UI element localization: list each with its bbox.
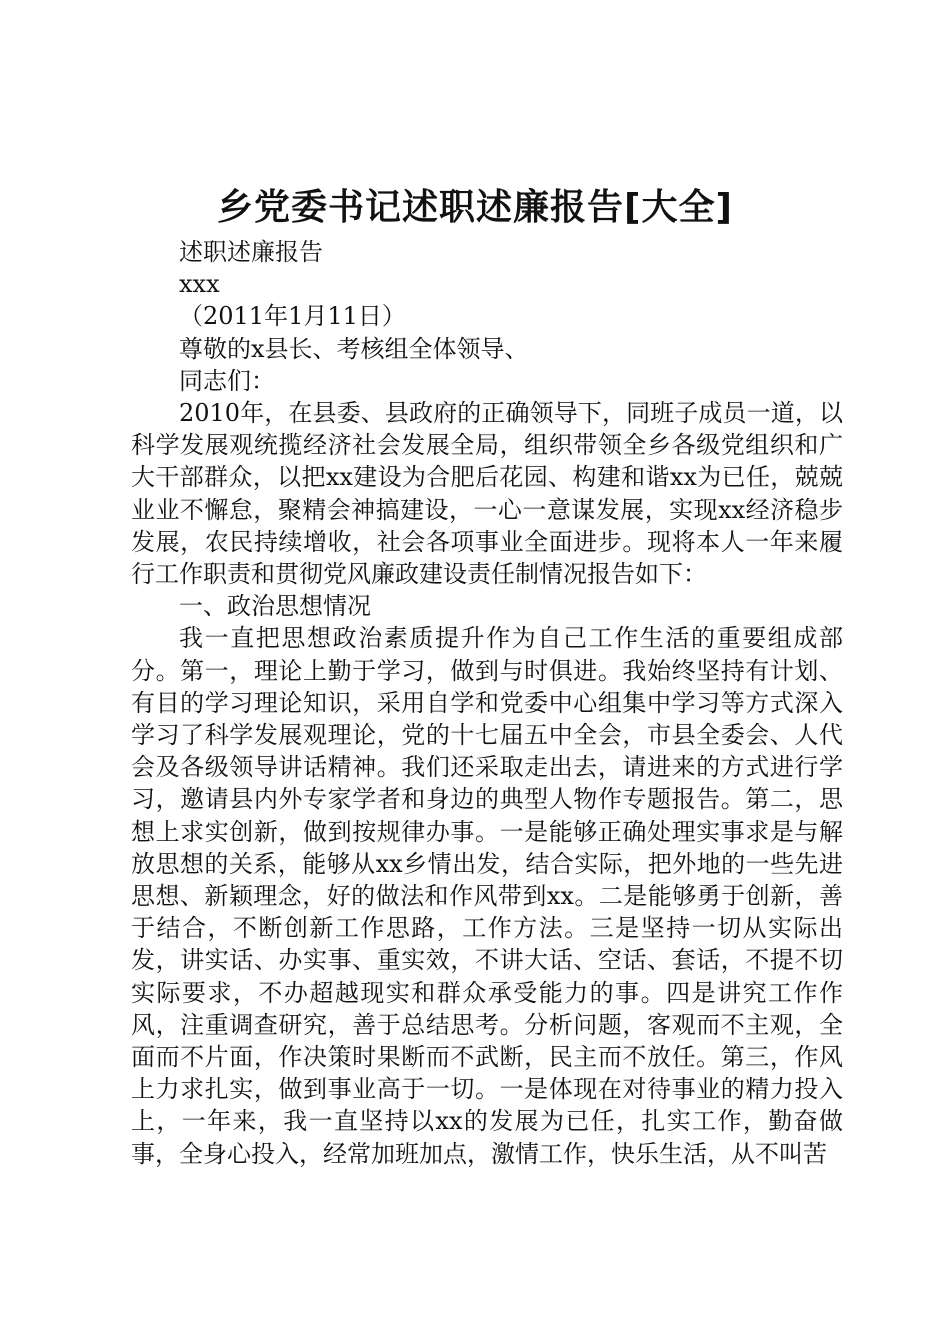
document-body (131, 236, 843, 1170)
intro-paragraph: 2010年，在县委、县政府的正确领导下，同班子成员一道，以科学发展观统揽经济社会发展全局，组织带领全乡各级党组织和广大干部群众，以把xx建设为合肥后花园、构建和谐xx为已任，兢兢业业不懈怠，聚精会神搞建设，一心一意谋发展，实现xx经济稳步发展，农民持续增收，社会各项事业全面进步。现将本人一年来履行工作职责和贯彻党风廉政建设责任制情况报告如下： (131, 399, 843, 589)
section-heading: 一、政治思想情况 (179, 592, 371, 621)
author-name: xxx (179, 270, 220, 299)
report-subtitle: 述职述廉报告 (179, 238, 323, 266)
salutation-line-2: 同志们： (179, 366, 275, 395)
section-paragraph: 我一直把思想政治素质提升作为自己工作生活的重要组成部分。第一，理论上勤于学习，做到与时俱进。我始终坚持有计划、有目的学习理论知识，采用自学和党委中心组集中学习等方式深入学习了科学发展观理论，党的十七届五中全会，市县全委会、人代会及各级领导讲话精神。我们还采取走出去，请进来的方式进行学习，邀请县内外专家学者和身边的典型人物作专题报告。第二，思想上求实创新，做到按规律办事。一是能够正确处理实事求是与解放思想的关系，能够从xx乡情出发，结合实际，把外地的一些先进思想、新颖理念，好的做法和作风带到xx。二是能够勇于创新，善于结合，不断创新工作思路，工作方法。三是坚持一切从实际出发，讲实话、办实事、重实效，不讲大话、空话、套话，不提不切实际要求，不办超越现实和群众承受能力的事。四是讲究工作作风，注重调查研究，善于总结思考。分析问题，客观而不主观，全面而不片面，作决策时果断而不武断，民主而不放任。第三，作风上力求扎实，做到事业高于一切。一是体现在对待事业的精力投入上，一年来，我一直坚持以xx的发展为已任，扎实工作，勤奋做事，全身心投入，经常加班加点，激情工作，快乐生活，从不叫苦 (131, 624, 843, 1168)
report-date: （2011年1月11日） (179, 302, 406, 331)
salutation-line-1: 尊敬的x县长、考核组全体领导、 (179, 334, 529, 363)
document-title: 乡党委书记述职述廉报告[大全] (217, 187, 733, 228)
